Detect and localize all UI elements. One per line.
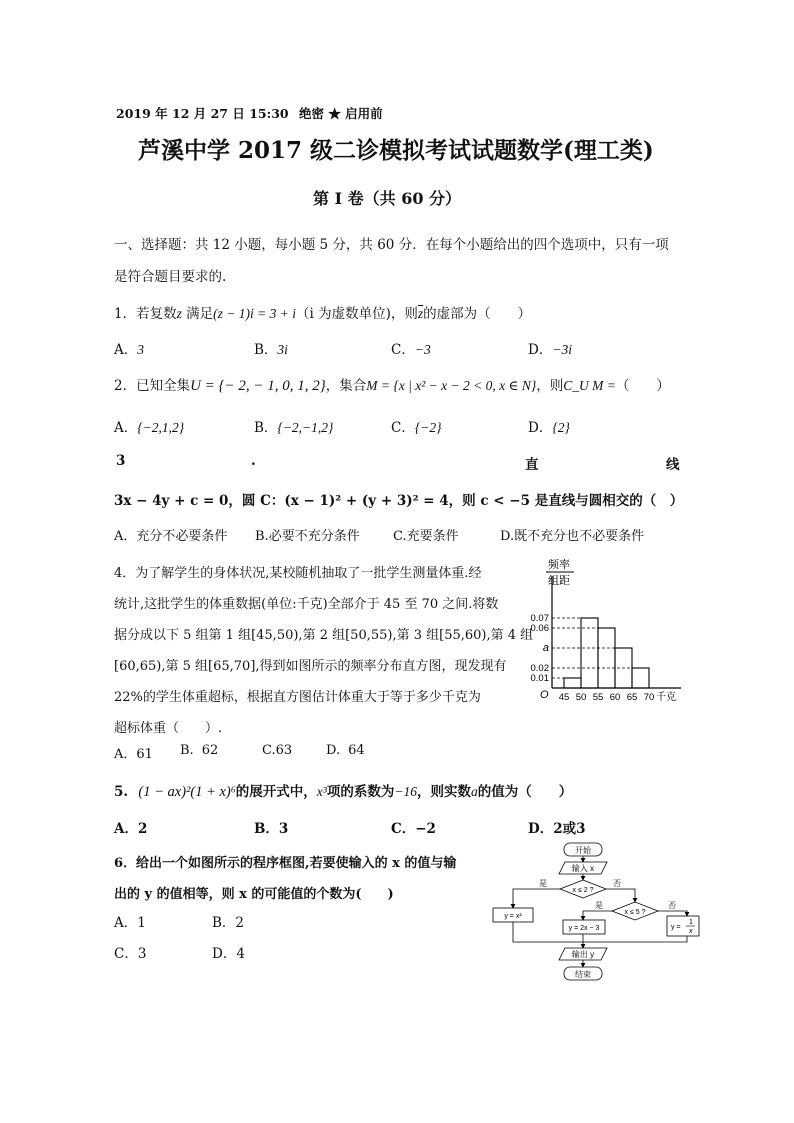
q5-option-a[interactable]	[114, 817, 147, 837]
option-value: 3	[137, 342, 144, 357]
section-title: 第 Ⅰ 卷（共 60 分）	[313, 189, 462, 208]
q2-suffix1: ，则	[536, 378, 564, 394]
histogram-x-unit: 千克	[656, 692, 676, 703]
q4-line: 4．为了解学生的身体状况,某校随机抽取了一批学生测量体重.经	[114, 566, 482, 581]
confidential-status: 绝密 ★ 启用前	[298, 106, 383, 121]
q4-option-c[interactable]	[262, 743, 292, 758]
q5-var: a	[470, 784, 478, 799]
q5-text4: 的值为（ ）	[477, 784, 573, 800]
option-label: C．	[391, 821, 416, 837]
q3-dot: .	[251, 453, 256, 469]
option-label: D．	[528, 420, 553, 436]
q5-option-d[interactable]	[528, 817, 586, 837]
q1-var-z: z	[176, 306, 182, 321]
option-label: D．	[212, 946, 237, 962]
instructions-line-2: 是符合题目要求的.	[114, 269, 227, 285]
q1-note: （i 为虚数单位)，则	[295, 306, 418, 322]
q6-option-c[interactable]	[114, 942, 146, 962]
q6-line: 出的 y 的值相等，则 x 的可能值的个数为( )	[114, 887, 394, 902]
option-label: A．	[114, 420, 138, 436]
option-value: 3	[278, 821, 289, 837]
histogram-x-tick: 45	[558, 692, 570, 703]
q4-line: 据分成以下 5 组第 1 组[45,50),第 2 组[50,55),第 3 组[55,60),第 4 组	[114, 628, 534, 643]
q4-stem	[114, 558, 533, 744]
option-value: 3i	[277, 342, 288, 357]
flowchart-recip-den: x	[689, 928, 693, 935]
flowchart-output-label: 输出 y	[571, 950, 595, 959]
histogram-x-tick: 65	[626, 692, 638, 703]
histogram-bar	[598, 628, 615, 688]
option-value: −2	[415, 821, 436, 837]
q3-word-line-2: 线	[666, 457, 680, 473]
q1-equation: (z − 1)i = 3 + i	[213, 306, 296, 321]
flowchart-yes1-label: 是	[539, 879, 547, 888]
option-label: A．	[114, 821, 138, 837]
frequency-histogram	[518, 556, 688, 714]
histogram-origin: O	[540, 689, 549, 701]
option-label: B.	[180, 743, 194, 758]
option-label: A．	[114, 342, 138, 358]
option-value: 充要条件	[406, 529, 459, 544]
option-value: 2	[137, 821, 148, 837]
q4-option-a[interactable]	[114, 743, 153, 762]
option-label: D．	[528, 821, 554, 837]
q2-suffix2: （ ）	[615, 378, 670, 394]
q5-option-b[interactable]	[254, 817, 288, 837]
q6-option-d[interactable]	[212, 942, 245, 962]
option-label: C．	[391, 342, 415, 358]
q2-prefix: 2．已知全集	[114, 378, 191, 394]
option-value: 4	[236, 946, 245, 962]
q2-option-c[interactable]	[391, 416, 442, 436]
q5-number: 5.	[114, 784, 129, 800]
flowchart-recip-num: 1	[689, 919, 693, 926]
option-label: A．	[114, 915, 138, 931]
option-value: 3	[137, 946, 147, 962]
q1-mid: 满足	[181, 306, 214, 322]
histogram-x-tick: 55	[592, 692, 604, 703]
option-label: D．	[528, 342, 553, 358]
q1-option-c[interactable]	[391, 338, 431, 358]
q1-option-a[interactable]	[114, 338, 144, 358]
q3-word-line-1: 直	[525, 457, 539, 473]
option-label: D.	[500, 529, 515, 544]
q5-term: x³	[316, 784, 327, 799]
q4-line: 22%的学生体重超标，根据直方图估计体重大于等于多少千克为	[114, 690, 481, 705]
option-value: 61	[136, 747, 153, 762]
q3-option-b[interactable]	[255, 525, 360, 544]
flowchart-square-label: y = x²	[504, 913, 522, 920]
option-label: C.	[393, 529, 407, 544]
option-value: 2或3	[553, 821, 586, 837]
option-value: {−2,−1,2}	[277, 420, 334, 435]
q5-coefficient: −16	[394, 784, 417, 799]
flowchart-cond1-label: x ≤ 2 ?	[572, 887, 594, 894]
flowchart-end-label: 结束	[575, 970, 591, 979]
q2-option-b[interactable]	[254, 416, 333, 436]
q6-option-a[interactable]	[114, 911, 146, 931]
flowchart-no2-label: 否	[668, 901, 676, 910]
option-label: B．	[254, 821, 279, 837]
option-value: 必要不充分条件	[268, 529, 360, 544]
option-value: 63	[275, 743, 293, 758]
flowchart-linear-label: y = 2x − 3	[568, 925, 600, 932]
option-value: 2	[235, 915, 245, 931]
option-label: C.	[262, 743, 276, 758]
q1-option-d[interactable]	[528, 338, 572, 358]
option-label: B．	[254, 342, 278, 358]
q3-stem: 3x − 4y + c = 0，圆 C：(x − 1)² + (y + 3)² = 4，则 c < −5 是直线与圆相交的（ ）	[114, 493, 684, 509]
q4-option-b[interactable]	[180, 743, 218, 758]
option-value: −3i	[552, 342, 572, 357]
flowchart-recip-lhs: y =	[671, 924, 681, 931]
option-value: {2}	[552, 420, 570, 435]
flowchart-no1-label: 否	[613, 879, 621, 888]
option-value: 既不充分也不必要条件	[514, 529, 645, 544]
q4-option-d[interactable]	[326, 743, 365, 758]
exam-timestamp: 2019 年 12 月 27 日 15:30	[116, 106, 289, 121]
q1-suffix: 的虚部为（ ）	[423, 306, 532, 322]
q2-stem	[114, 374, 670, 395]
option-label: B．	[212, 915, 236, 931]
q2-set-u: U = {− 2, − 1, 0, 1, 2}	[190, 378, 326, 394]
option-value: {−2,1,2}	[137, 420, 185, 435]
option-label: B.	[255, 529, 269, 544]
flowchart-yes2-label: 是	[595, 901, 603, 910]
histogram-ylabel-bottom: 组距	[548, 575, 570, 587]
q1-prefix: 1．若复数	[114, 306, 177, 322]
q5-text1: 的展开式中，	[235, 784, 317, 800]
q1-option-b[interactable]	[254, 338, 288, 358]
option-label: A．	[114, 529, 137, 544]
option-label: D.	[326, 743, 341, 758]
q1-stem	[114, 302, 531, 322]
histogram-bar	[632, 668, 649, 688]
q3-option-a[interactable]	[114, 525, 227, 544]
program-flowchart	[485, 838, 710, 990]
flowchart-input-label: 输入 x	[571, 864, 595, 873]
histogram-y-tick: 0.02	[530, 663, 549, 674]
q6-stem	[114, 848, 456, 910]
histogram-y-tick: 0.06	[530, 623, 549, 634]
instructions-line-1: 一、选择题：共 12 小题，每小题 5 分，共 60 分．在每个小题给出的四个选项中，只有一项	[114, 237, 669, 253]
histogram-y-tick: 0.07	[530, 613, 549, 624]
histogram-bar	[581, 618, 598, 688]
q5-stem	[114, 780, 572, 801]
option-value: −3	[414, 342, 431, 357]
histogram-y-tick: 0.01	[530, 673, 549, 684]
q2-set-m: M = {x | x² − x − 2 < 0, x ∈ N}	[366, 378, 537, 393]
histogram-x-tick: 50	[575, 692, 587, 703]
flowchart-start-label: 开始	[575, 846, 591, 855]
q5-text3: ，则实数	[416, 784, 471, 800]
q3-option-c[interactable]	[393, 525, 459, 544]
exam-timestamp-line	[116, 104, 383, 122]
option-label: A．	[114, 747, 137, 762]
option-value: 1	[137, 915, 146, 931]
q4-line: 超标体重（ ）.	[114, 721, 223, 736]
option-label: B．	[254, 420, 278, 436]
histogram-x-tick: 60	[609, 692, 621, 703]
option-label: C．	[114, 946, 138, 962]
q3-number: 3	[116, 453, 126, 469]
q3-option-d[interactable]	[500, 525, 644, 544]
q2-option-a[interactable]	[114, 416, 184, 436]
exam-title: 芦溪中学 2017 级二诊模拟考试试题数学(理工类)	[138, 137, 654, 164]
q6-option-b[interactable]	[212, 911, 244, 931]
q5-text2: 项的系数为	[326, 784, 395, 800]
q4-line: 统计,这批学生的体重数据(单位:千克)全部介于 45 至 70 之间.将数	[114, 597, 499, 612]
histogram-ylabel-top: 频率	[548, 559, 570, 571]
option-label: C．	[391, 420, 415, 436]
q2-complement: C_U M =	[563, 378, 616, 393]
histogram-bar	[564, 678, 581, 688]
q1-zbar: $\overline{z}$	[417, 306, 424, 321]
option-value: 充分不必要条件	[136, 529, 228, 544]
option-value: {−2}	[414, 420, 442, 435]
q2-option-d[interactable]	[528, 416, 570, 436]
histogram-y-tick: a	[542, 642, 549, 654]
option-value: 62	[201, 743, 219, 758]
option-value: 64	[348, 743, 365, 758]
flowchart-cond2-label: x ≤ 5 ?	[624, 909, 646, 916]
q5-expression: (1 − ax)²(1 + x)⁶	[138, 784, 236, 800]
q6-line: 6．给出一个如图所示的程序框图,若要使输入的 x 的值与输	[114, 856, 457, 871]
q2-mid: ，集合	[325, 378, 367, 394]
histogram-x-tick: 70	[643, 692, 655, 703]
q4-line: [60,65),第 5 组[65,70],得到如图所示的频率分布直方图，现发现有	[114, 659, 507, 674]
q5-option-c[interactable]	[391, 817, 436, 837]
